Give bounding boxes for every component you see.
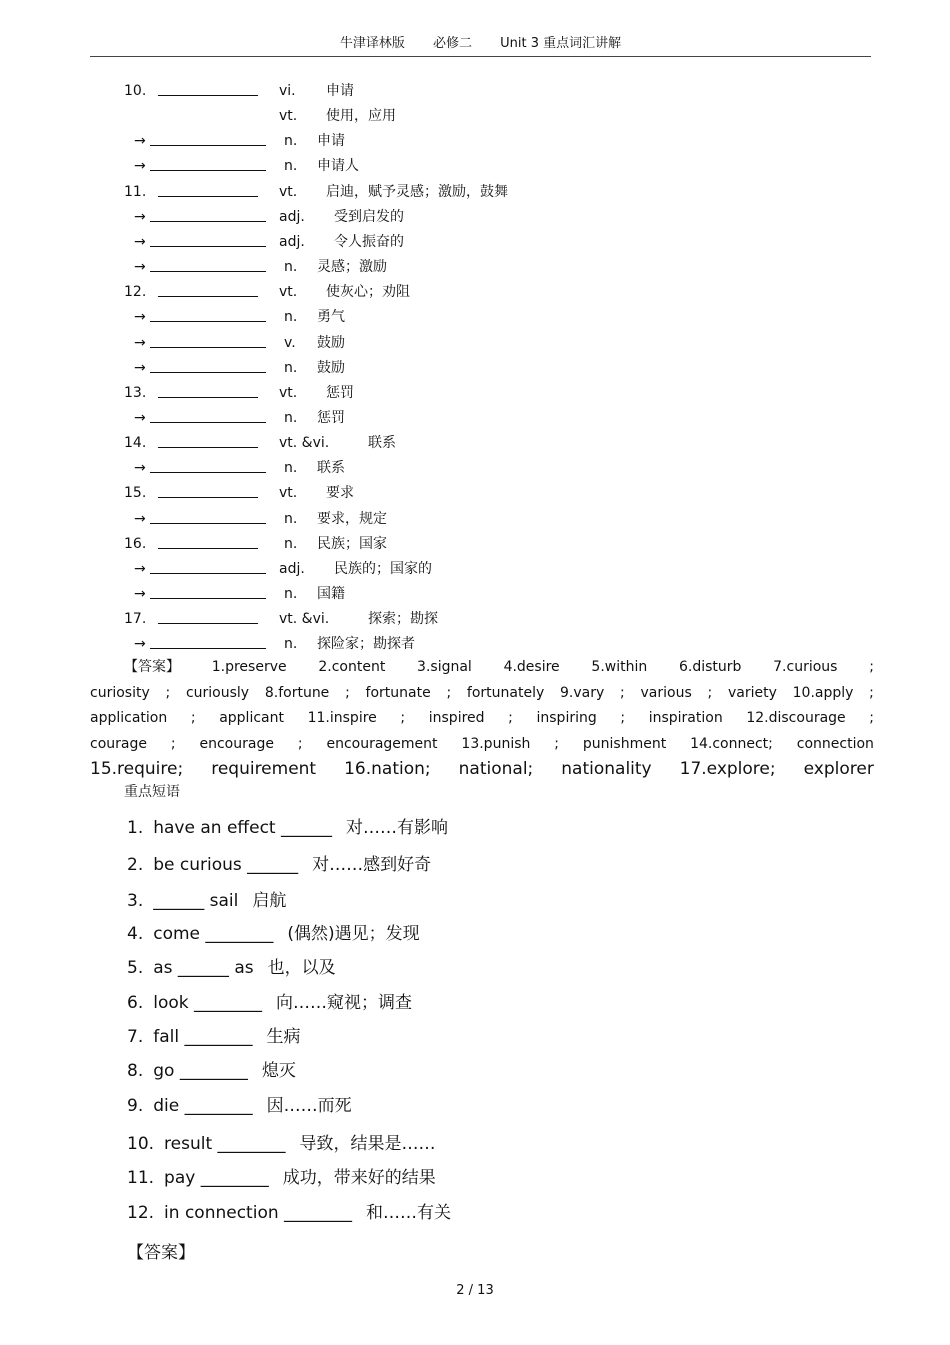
answer-blank[interactable]: [158, 433, 258, 448]
answer-item: 1.preserve: [211, 659, 287, 675]
vocab-row: [0, 156, 950, 181]
vocab-number: 15.: [124, 485, 147, 502]
derived-arrow: →: [134, 334, 146, 351]
part-of-speech: adj.: [279, 233, 305, 250]
answer-item: ;: [170, 735, 176, 752]
answer-item: applicant: [219, 710, 284, 726]
phrase-item: [127, 1133, 436, 1155]
phrase-chinese: 也，以及: [267, 958, 336, 978]
part-of-speech: vt. &vi.: [279, 435, 330, 452]
answer-item: requirement: [211, 759, 317, 779]
chinese-meaning: 民族；国家: [317, 535, 387, 552]
answer-item: inspiring: [536, 710, 597, 726]
derived-arrow: →: [134, 309, 146, 326]
chinese-meaning: 国籍: [317, 586, 345, 602]
vocab-row: [0, 207, 950, 232]
answer-item: 11.inspire: [307, 710, 377, 726]
header-unit: Unit 3 重点词汇讲解: [500, 36, 622, 51]
derived-arrow: →: [134, 460, 146, 477]
answer-item: application: [90, 710, 168, 726]
chinese-meaning: 受到启发的: [334, 208, 404, 225]
chinese-meaning: 联系: [317, 460, 345, 477]
part-of-speech: n.: [284, 535, 298, 552]
phrase-english: have an effect ______: [153, 818, 332, 838]
phrase-chinese: 向……窥视；调查: [276, 993, 413, 1013]
part-of-speech: vi.: [279, 83, 296, 99]
derived-arrow: →: [134, 636, 146, 653]
part-of-speech: vt.: [279, 485, 298, 502]
answer-blank[interactable]: [150, 307, 266, 322]
chinese-meaning: 启迪，赋予灵感；激励，鼓舞: [326, 183, 508, 200]
answer-blank[interactable]: [150, 634, 266, 649]
answer-blank[interactable]: [158, 383, 258, 398]
phrases-answers-label: 【答案】: [127, 1243, 195, 1263]
chinese-meaning: 鼓励: [317, 334, 345, 351]
page-header: [90, 32, 871, 57]
answer-item: nationality: [561, 759, 652, 779]
phrase-english: be curious ______: [153, 855, 299, 875]
phrase-item: [127, 817, 448, 839]
phrase-item: [127, 992, 412, 1014]
answer-item: curiosity: [90, 684, 150, 701]
derived-arrow: →: [134, 259, 146, 276]
derived-arrow: →: [134, 233, 146, 250]
phrase-english: go ________: [153, 1061, 248, 1081]
answer-item: courage: [90, 735, 147, 752]
answer-blank[interactable]: [158, 534, 258, 549]
answer-item: inspired: [428, 710, 485, 726]
answer-item: ;: [554, 735, 559, 752]
answer-item: 5.within: [591, 659, 648, 675]
vocab-row: [0, 282, 950, 307]
answer-item: connection: [796, 735, 874, 752]
answer-blank[interactable]: [150, 358, 266, 373]
vocab-number: 11.: [124, 183, 147, 200]
phrase-chinese: 对……感到好奇: [312, 855, 432, 875]
part-of-speech: n.: [284, 158, 298, 175]
answer-item: 8.fortune: [264, 684, 330, 701]
phrase-chinese: 启航: [252, 891, 287, 911]
derived-arrow: →: [134, 510, 146, 527]
phrase-chinese: 生病: [266, 1027, 301, 1047]
answer-item: 15.require;: [90, 759, 184, 779]
chinese-meaning: 灵感；激励: [317, 259, 387, 276]
phrase-item: [127, 854, 431, 876]
vocab-row: [0, 559, 950, 584]
answer-item: curiously: [185, 684, 250, 701]
chinese-meaning: 惩罚: [326, 384, 354, 401]
answer-blank[interactable]: [158, 182, 258, 197]
answer-item: ;: [620, 684, 625, 701]
answer-item: 17.explore;: [679, 759, 776, 779]
phrase-number: 1.: [127, 818, 144, 838]
phrase-item: [127, 1167, 436, 1189]
answer-item: 14.connect;: [690, 735, 773, 752]
answer-blank[interactable]: [150, 232, 266, 247]
answer-item: ;: [297, 735, 303, 752]
chinese-meaning: 申请: [326, 83, 354, 99]
answer-blank[interactable]: [150, 333, 266, 348]
answer-blank[interactable]: [150, 458, 266, 473]
chinese-meaning: 探险家；勘探者: [317, 636, 415, 653]
derived-arrow: →: [134, 409, 146, 426]
derived-arrow: →: [134, 586, 146, 602]
answer-blank[interactable]: [158, 483, 258, 498]
vocab-row: [0, 458, 950, 483]
answer-item: ;: [707, 684, 713, 701]
part-of-speech: n.: [284, 460, 298, 477]
answer-blank[interactable]: [158, 609, 258, 624]
phrase-chinese: 对……有影响: [346, 818, 448, 838]
part-of-speech: n.: [284, 259, 298, 276]
answer-item: ;: [190, 710, 196, 726]
vocab-number: 14.: [124, 435, 147, 452]
derived-arrow: →: [134, 359, 146, 376]
answer-item: ;: [165, 684, 171, 701]
answer-item: ;: [446, 684, 452, 701]
answer-item: ;: [869, 684, 874, 701]
answer-blank[interactable]: [158, 81, 258, 96]
answer-item: encouragement: [326, 735, 438, 752]
vocab-number: 12.: [124, 284, 147, 301]
phrase-item: [127, 1026, 301, 1048]
part-of-speech: vt.: [279, 284, 298, 301]
phrase-number: 6.: [127, 993, 144, 1013]
answer-item: ;: [869, 659, 874, 675]
chinese-meaning: 使灰心；劝阻: [326, 284, 410, 301]
part-of-speech: vt.: [279, 183, 298, 200]
part-of-speech: adj.: [279, 560, 305, 577]
part-of-speech: n.: [284, 636, 298, 653]
vocab-row: [0, 483, 950, 508]
vocab-row: [0, 182, 950, 207]
answer-blank[interactable]: [150, 509, 266, 524]
phrase-item: [127, 1060, 296, 1082]
vocab-row: [0, 358, 950, 383]
chinese-meaning: 勇气: [317, 309, 345, 326]
phrase-english: pay ________: [164, 1168, 269, 1188]
phrase-chinese: 成功，带来好的结果: [282, 1168, 436, 1188]
vocab-number: 13.: [124, 384, 147, 401]
chinese-meaning: 申请: [317, 133, 345, 150]
phrase-item: [127, 890, 286, 912]
part-of-speech: vt.: [279, 384, 298, 401]
answers-line-1: [90, 655, 874, 681]
answer-item: 6.disturb: [678, 659, 742, 675]
phrase-number: 2.: [127, 855, 144, 875]
phrase-number: 7.: [127, 1027, 144, 1047]
answer-item: 9.vary: [560, 684, 605, 701]
phrase-item: [127, 1202, 451, 1224]
phrase-number: 4.: [127, 924, 144, 944]
phrase-item: [127, 923, 420, 945]
answer-item: encourage: [199, 735, 274, 752]
derived-arrow: →: [134, 560, 146, 577]
vocab-row: [0, 232, 950, 257]
answer-blank[interactable]: [150, 207, 266, 222]
part-of-speech: vt.: [279, 108, 298, 125]
vocab-row: [0, 534, 950, 559]
phrase-english: as ______ as: [153, 958, 254, 978]
vocab-row: [0, 509, 950, 534]
answer-item: ;: [345, 684, 350, 701]
answer-item: 13.punish: [461, 735, 531, 752]
answer-item: 4.desire: [503, 659, 560, 675]
chinese-meaning: 联系: [368, 435, 396, 452]
answer-blank[interactable]: [150, 584, 266, 599]
phrase-english: fall ________: [153, 1027, 253, 1047]
phrase-item: [127, 957, 336, 979]
phrase-chinese: 因……而死: [266, 1096, 352, 1116]
part-of-speech: adj.: [279, 208, 305, 225]
vocab-row: [0, 609, 950, 634]
chinese-meaning: 要求: [326, 485, 354, 502]
vocab-row: [0, 307, 950, 332]
answer-blank[interactable]: [150, 156, 266, 171]
answer-item: inspiration: [648, 710, 723, 726]
answer-blank[interactable]: [150, 257, 266, 272]
phrase-number: 5.: [127, 958, 144, 978]
part-of-speech: n.: [284, 133, 298, 150]
answer-blank[interactable]: [150, 131, 266, 146]
vocab-row: [0, 333, 950, 358]
phrase-number: 9.: [127, 1096, 144, 1116]
answers-line-5: [90, 757, 874, 783]
answer-item: ;: [508, 710, 513, 726]
answer-item: 10.apply: [792, 684, 854, 701]
answer-item: ;: [400, 710, 406, 726]
phrase-chinese: 和……有关: [366, 1203, 452, 1223]
vocab-number: 17.: [124, 611, 147, 628]
vocab-row: [0, 408, 950, 433]
part-of-speech: n.: [284, 359, 298, 376]
part-of-speech: n.: [284, 409, 298, 426]
part-of-speech: n.: [284, 309, 298, 326]
answer-blank[interactable]: [158, 282, 258, 297]
vocab-row: [0, 383, 950, 408]
vocab-answers: [90, 655, 874, 783]
phrase-number: 8.: [127, 1061, 144, 1081]
part-of-speech: vt. &vi.: [279, 611, 330, 628]
answer-item: 7.curious: [773, 659, 838, 675]
answers-line-2: [90, 681, 874, 707]
phrase-english: look ________: [153, 993, 263, 1013]
part-of-speech: v.: [284, 334, 296, 351]
phrases-title: 重点短语: [124, 784, 180, 800]
header-book: 牛津译林版: [339, 36, 405, 51]
phrase-chinese: 导致，结果是……: [299, 1134, 436, 1154]
vocab-number: 10.: [124, 83, 147, 99]
answer-item: variety: [727, 684, 777, 701]
answer-item: 16.nation;: [344, 759, 431, 779]
answer-item: fortunately: [466, 684, 545, 701]
derived-arrow: →: [134, 158, 146, 175]
phrase-english: result ________: [164, 1134, 286, 1154]
phrase-english: in connection ________: [164, 1203, 353, 1223]
chinese-meaning: 惩罚: [317, 409, 345, 426]
chinese-meaning: 申请人: [317, 158, 359, 175]
answers-line-4: [90, 732, 874, 758]
phrase-number: 10.: [127, 1134, 155, 1154]
answer-item: national;: [458, 759, 534, 779]
phrase-number: 11.: [127, 1168, 155, 1188]
phrase-chinese: 熄灭: [261, 1061, 296, 1081]
phrase-item: [127, 1095, 352, 1117]
answer-item: 3.signal: [417, 659, 472, 675]
header-volume: 必修二: [433, 36, 473, 51]
vocab-number: 16.: [124, 535, 147, 552]
part-of-speech: n.: [284, 510, 298, 527]
page-number: 2 / 13: [456, 1283, 494, 1298]
part-of-speech: n.: [284, 586, 298, 602]
answer-item: 2.content: [318, 659, 386, 675]
derived-arrow: →: [134, 208, 146, 225]
answer-item: ;: [620, 710, 626, 726]
phrase-english: die ________: [153, 1096, 253, 1116]
answer-item: explorer: [803, 759, 874, 779]
vocab-row: [0, 131, 950, 156]
phrase-number: 3.: [127, 891, 144, 911]
chinese-meaning: 鼓励: [317, 359, 345, 376]
chinese-meaning: 要求，规定: [317, 510, 387, 527]
chinese-meaning: 民族的；国家的: [334, 560, 432, 577]
vocab-row: [0, 584, 950, 609]
answer-item: ;: [869, 710, 874, 726]
answer-blank[interactable]: [150, 559, 266, 574]
answer-item: various: [640, 684, 692, 701]
phrase-chinese: (偶然)遇见；发现: [287, 924, 420, 944]
derived-arrow: →: [134, 133, 146, 150]
answers-label: 【答案】: [124, 659, 180, 675]
phrase-number: 12.: [127, 1203, 155, 1223]
chinese-meaning: 使用，应用: [326, 108, 396, 125]
vocab-row: [0, 433, 950, 458]
chinese-meaning: 令人振奋的: [334, 233, 404, 250]
vocab-row: [0, 106, 950, 131]
answer-item: punishment: [582, 735, 667, 752]
phrase-english: ______ sail: [153, 891, 239, 911]
answers-line-3: [90, 706, 874, 732]
vocab-row: [0, 257, 950, 282]
phrase-english: come ________: [153, 924, 274, 944]
vocab-row: [0, 81, 950, 106]
answer-item: fortunate: [365, 684, 431, 701]
chinese-meaning: 探索；勘探: [368, 611, 438, 628]
answer-item: 12.discourage: [746, 710, 846, 726]
answer-blank[interactable]: [150, 408, 266, 423]
